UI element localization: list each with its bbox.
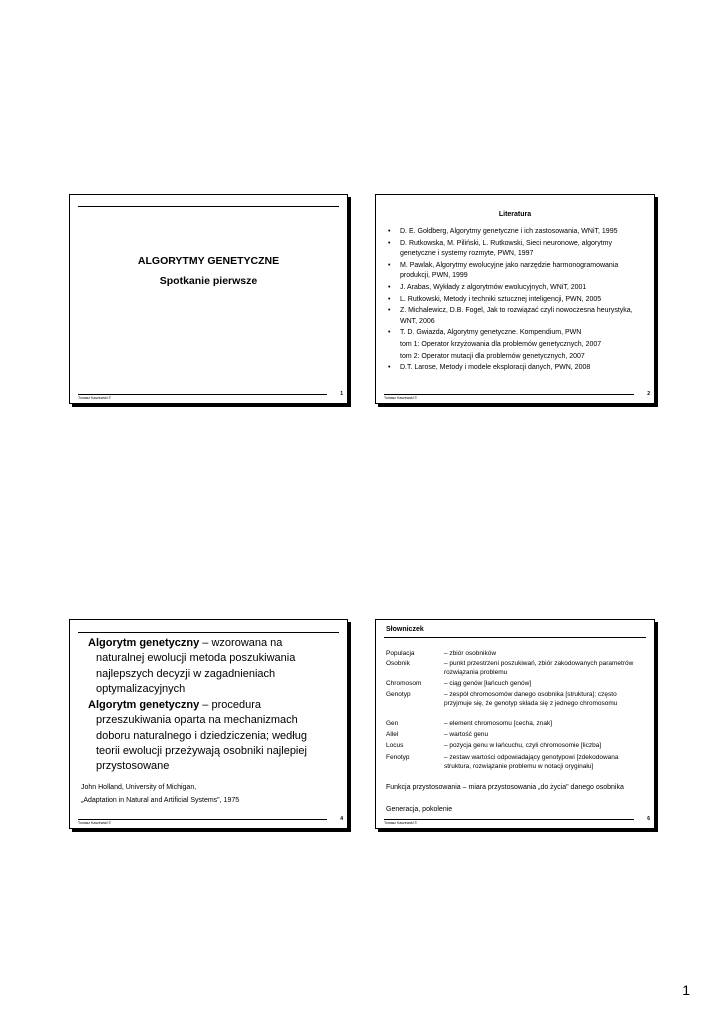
literature-item: • D.T. Larose, Metody i modele eksploracji danych, PWN, 2008	[388, 364, 591, 372]
literature-list	[386, 227, 648, 374]
slide-2-bottom-rule	[384, 394, 634, 395]
definition-list	[70, 636, 328, 775]
slide-3-footer: Tomasz Kaszewski ©	[78, 821, 112, 825]
slide-4-top-rule	[384, 637, 646, 638]
citation-title: „Adaptation in Natural and Artificial Systems", 1975	[81, 797, 240, 804]
slide-4-footer: Tomasz Kaszewski ©	[384, 821, 418, 825]
term-bold: Algorytm genetyczny	[88, 637, 200, 649]
slide-2	[375, 194, 655, 404]
slide-1-top-rule	[78, 206, 339, 207]
generation-line: Generacja, pokolenie	[386, 806, 453, 813]
fitness-function-line: Funkcja przystosowania – miara przystosowania „do życia" danego osobnika	[386, 784, 624, 791]
literature-subitem: tom 2: Operator mutacji dla problemów genetycznych, 2007	[400, 352, 585, 360]
slide-3-top-rule	[78, 632, 339, 633]
slide-1-footer: Tomasz Kaszewski ©	[78, 396, 112, 400]
literature-item: • D. E. Goldberg, Algorytmy genetyczne i ich zastosowania, WNiT, 1995	[388, 228, 618, 235]
glossary-heading: Słowniczek	[386, 626, 424, 633]
page-number: 1	[682, 982, 690, 998]
definition-item: Algorytm genetyczny – procedura przeszukiwania oparta na mechanizmach doboru naturalnego i dziedziczenia; według teorii ewolucji przeżywają osobniki najlepiej przystosowane	[88, 699, 307, 773]
slide-4: Słowniczek Populacja – zbiór osobników Osobnik – punkt przestrzeni poszukiwań, zbiór zakodowanych parametrów rozwiązania problemu Chromosom – ciąg genów [łańcuch genów] Genotyp – zespół chromosomów danego osobnika [struktura]; często przyjmuje się, że genotyp składa się z jednego chromosomu Gen – element chromosomu [cecha, znak] Allel – wartość genu Locus – pozycja genu w łańcuchu, czyli chromosomie [liczba] Fenotyp – zestaw wartości odpowiadający genotypowi [zdekodowana struktura, rozwiązanie problemu w notacji oryginału] Funkcja przystosowania – miara przystosowania „do życia" danego osobnika Generacja, pokolenie Tomasz Kaszewski © 6	[375, 619, 655, 829]
slide-1-title: ALGORYTMY GENETYCZNE	[137, 255, 280, 267]
slide-2-number: 2	[647, 391, 650, 397]
term-bold: Algorytm genetyczny	[88, 699, 200, 712]
literature-item: • J. Arabas, Wykłady z algorytmów ewolucyjnych, WNiT, 2001	[388, 283, 587, 291]
slide-4-number: 6	[647, 816, 650, 822]
literature-item: • T. D. Gwiazda, Algorytmy genetyczne. Kompendium, PWN	[388, 329, 582, 337]
slide-1-subtitle: Spotkanie pierwsze	[159, 275, 258, 287]
literature-subitem: tom 1: Operator krzyżowania dla problemów genetycznych, 2007	[400, 340, 602, 348]
literature-item: • L. Rutkowski, Metody i techniki sztucznej inteligencji, PWN, 2005	[388, 295, 602, 303]
literature-item: • Z. Michalewicz, D.B. Fogel, Jak to rozwiązać czyli nowoczesna heurystyka, WNT, 2006	[388, 307, 633, 325]
slide-1-bottom-rule	[78, 394, 327, 395]
slide-4-bottom-rule	[384, 819, 634, 820]
definition-item: Algorytm genetyczny – wzorowana na naturalnej ewolucji metoda poszukiwania najlepszych decyzji w zagadnieniach optymalizacyjnych	[88, 637, 296, 695]
slide-3	[69, 619, 348, 829]
literature-item: • D. Rutkowska, M. Piliński, L. Rutkowski, Sieci neuronowe, algorytmy genetyczne i systemy rozmyte, PWN, 1997	[388, 239, 613, 258]
slide-1-number: 1	[340, 391, 343, 397]
slide-1	[69, 194, 348, 404]
slide-3-number: 4	[340, 816, 343, 822]
literature-heading: Literatura	[498, 211, 532, 218]
citation-author: John Holland, University of Michigan,	[81, 784, 197, 791]
slide-3-bottom-rule	[78, 819, 327, 820]
slide-2-footer: Tomasz Kaszewski ©	[384, 396, 418, 400]
literature-item: • M. Pawlak, Algorytmy ewolucyjne jako narzędzie harmonogramowania produkcji, PWN, 1999	[388, 261, 619, 280]
